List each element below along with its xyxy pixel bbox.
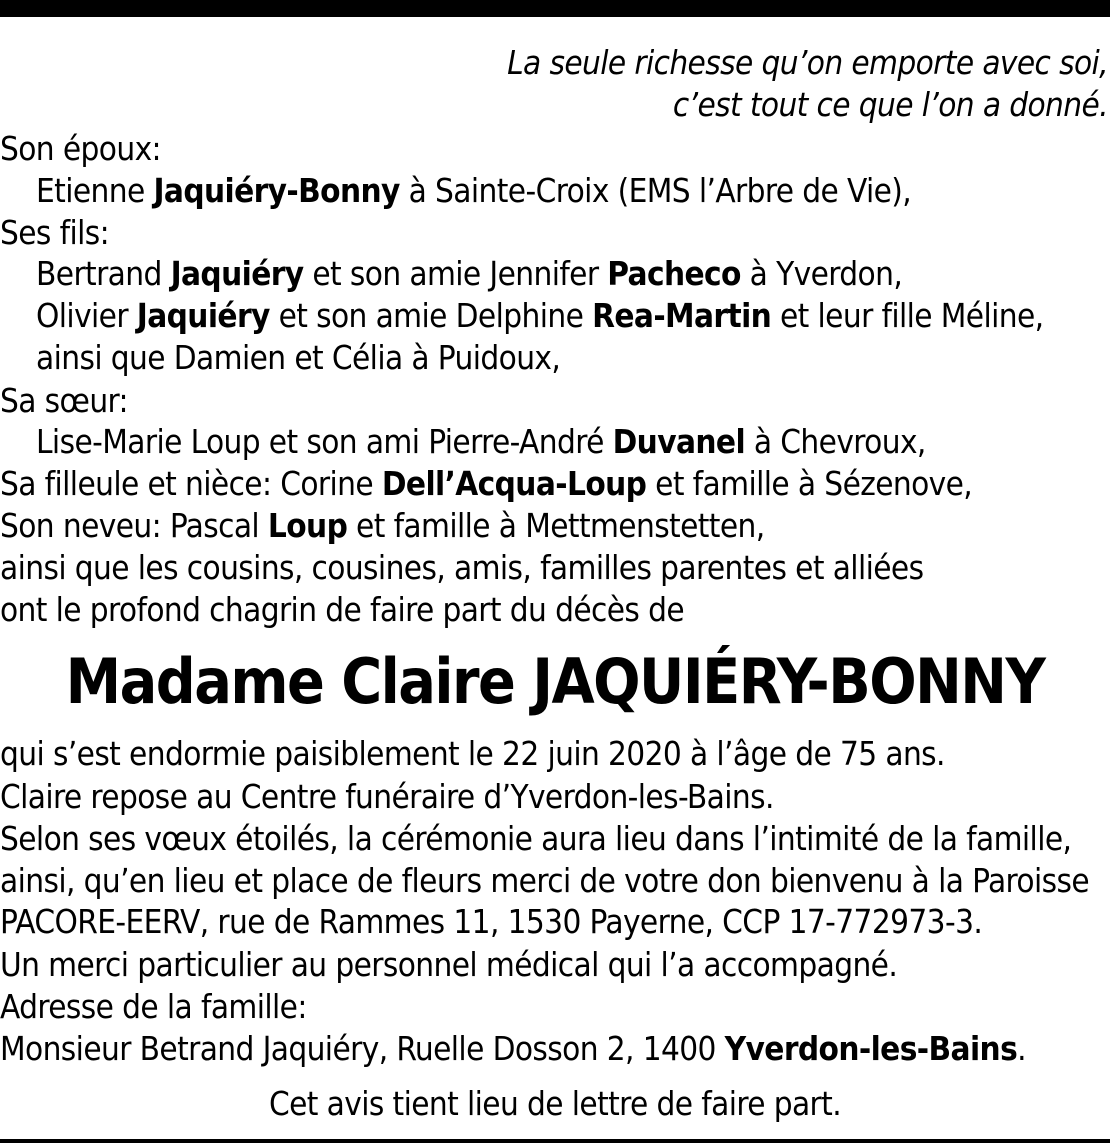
- details-line-2: Claire repose au Centre funéraire d’Yverdon-les-Bains.: [0, 777, 774, 816]
- others-line: ainsi que les cousins, cousines, amis, familles parentes et alliées: [0, 548, 924, 587]
- nephew-surname: Loup: [267, 506, 348, 545]
- address-heading: Adresse de la famille:: [0, 987, 307, 1026]
- spouse-line: [36, 170, 911, 212]
- top-rule: [0, 0, 1110, 17]
- son2-mid: et son amie Delphine: [269, 296, 593, 335]
- quote-line-1: La seule richesse qu’on emporte avec soi,: [507, 43, 1108, 82]
- son1-partner-surname: Pacheco: [607, 254, 741, 293]
- nephew-line: [0, 505, 765, 547]
- sister-heading: Sa sœur:: [0, 381, 128, 420]
- son2-partner-surname: Rea-Martin: [592, 296, 772, 335]
- address-line: [0, 1028, 1026, 1070]
- son2-given: Olivier: [36, 296, 137, 335]
- goddaughter-rest: et famille à Sézenove,: [646, 464, 973, 503]
- nephew-given: Son neveu: Pascal: [0, 506, 268, 545]
- son2-line: [36, 295, 1044, 337]
- son1-surname: Jaquiéry: [170, 254, 304, 293]
- son2-rest: et leur fille Méline,: [771, 296, 1044, 335]
- son1-line: [36, 253, 902, 295]
- details-line-3: Selon ses vœux étoilés, la cérémonie aura lieu dans l’intimité de la famille,: [0, 819, 1072, 858]
- footer-note: Cet avis tient lieu de lettre de faire part.: [268, 1084, 842, 1123]
- address-suffix: .: [1017, 1029, 1026, 1068]
- quote-line-2: c’est tout ce que l’on a donné.: [672, 85, 1108, 124]
- spouse-surname: Jaquiéry-Bonny: [153, 171, 400, 210]
- details-line-5: PACORE-EERV, rue de Rammes 11, 1530 Payerne, CCP 17-772973-3.: [0, 902, 983, 941]
- sister-rest: à Chevroux,: [745, 422, 926, 461]
- goddaughter-surname: Dell’Acqua-Loup: [381, 464, 647, 503]
- bottom-rule: [0, 1139, 1110, 1143]
- address-prefix: Monsieur Betrand Jaquiéry, Ruelle Dosson 2, 1400: [0, 1029, 725, 1068]
- deceased-name: Madame Claire JAQUIÉRY-BONNY: [65, 645, 1045, 718]
- spouse-heading: Son époux:: [0, 129, 161, 168]
- sister-line: [36, 421, 926, 463]
- sister-surname: Duvanel: [612, 422, 746, 461]
- nephew-rest: et famille à Mettmenstetten,: [347, 506, 765, 545]
- details-line-6: Un merci particulier au personnel médical qui l’a accompagné.: [0, 945, 898, 984]
- sister-given: Lise-Marie Loup et son ami Pierre-André: [36, 422, 613, 461]
- son1-rest: à Yverdon,: [740, 254, 903, 293]
- goddaughter-line: [0, 463, 972, 505]
- spouse-rest: à Sainte-Croix (EMS l’Arbre de Vie),: [399, 171, 912, 210]
- details-line-4: ainsi, qu’en lieu et place de fleurs merci de votre don bienvenu à la Paroisse: [0, 861, 1090, 900]
- son2-surname: Jaquiéry: [136, 296, 270, 335]
- sons-heading: Ses fils:: [0, 213, 110, 252]
- son1-given: Bertrand: [36, 254, 171, 293]
- son3-line: ainsi que Damien et Célia à Puidoux,: [36, 338, 561, 377]
- details-line-1: qui s’est endormie paisiblement le 22 juin 2020 à l’âge de 75 ans.: [0, 734, 945, 773]
- spouse-given: Etienne: [36, 171, 154, 210]
- son1-mid: et son amie Jennifer: [303, 254, 608, 293]
- goddaughter-given: Sa filleule et nièce: Corine: [0, 464, 382, 503]
- address-city: Yverdon-les-Bains: [724, 1029, 1018, 1068]
- announcement-line: ont le profond chagrin de faire part du décès de: [0, 590, 685, 629]
